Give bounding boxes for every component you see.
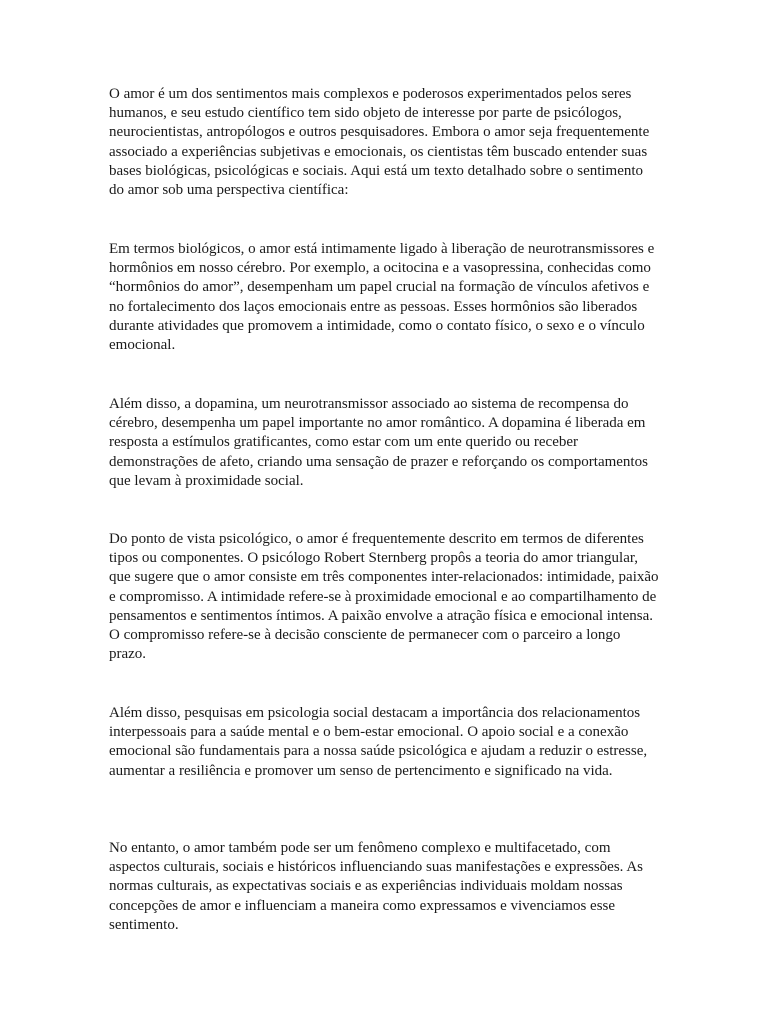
- paragraph-intro: O amor é um dos sentimentos mais complexos e poderosos experimentados pelos seres humanos, e seu estudo científico tem sido objeto de interesse por parte de psicólogos, neurocientistas, antropólogos e outros pesquisadores. Embora o amor seja frequentemente associado a experiências subjetivas e emocionais, os cientistas têm buscado entender suas bases biológicas, psicológicas e sociais. Aqui está um texto detalhado sobre o sentimento do amor sob uma perspectiva científica:: [109, 86, 650, 199]
- paragraph-social-psychology: Além disso, pesquisas em psicologia social destacam a importância dos relacionamentos interpessoais para a saúde mental e o bem-estar emocional. O apoio social e a conexão emocional são fundamentais para a nossa saúde psicológica e ajudam a reduzir o estresse, aumentar a resiliência e promover um senso de pertencimento e significado na vida.: [109, 705, 648, 779]
- paragraph-psychological: Do ponto de vista psicológico, o amor é frequentemente descrito em termos de diferentes tipos ou componentes. O psicólogo Robert Sternberg propôs a teoria do amor triangular, que sugere que o amor consiste em três componentes inter-relacionados: intimidade, paixão e compromisso. A intimidade refere-se à proximidade emocional e ao compartilhamento de pensamentos e sentimentos íntimos. A paixão envolve a atração física e emocional intensa. O compromisso refere-se à decisão consciente de permanecer com o parceiro a longo prazo.: [109, 531, 659, 663]
- paragraph-biological: Em termos biológicos, o amor está intimamente ligado à liberação de neurotransmissores e hormônios em nosso cérebro. Por exemplo, a ocitocina e a vasopressina, conhecidas como “hormônios do amor”, desempenham um papel crucial na formação de vínculos afetivos e no fortalecimento dos laços emocionais entre as pessoas. Esses hormônios são liberados durante atividades que promovem a intimidade, como o contato físico, o sexo e o vínculo emocional.: [109, 241, 655, 354]
- paragraph-dopamine: Além disso, a dopamina, um neurotransmissor associado ao sistema de recompensa do cérebro, desempenha um papel importante no amor romântico. A dopamina é liberada em resposta a estímulos gratificantes, como estar com um ente querido ou receber demonstrações de afeto, criando uma sensação de prazer e reforçando os comportamentos que levam à proximidade social.: [109, 396, 648, 489]
- paragraph-cultural: No entanto, o amor também pode ser um fenômeno complexo e multifacetado, com aspectos culturais, sociais e históricos influenciando suas manifestações e expressões. As normas culturais, as expectativas sociais e as experiências individuais moldam nossas concepções de amor e influenciam a maneira como expressamos e vivenciamos esse sentimento.: [109, 840, 644, 933]
